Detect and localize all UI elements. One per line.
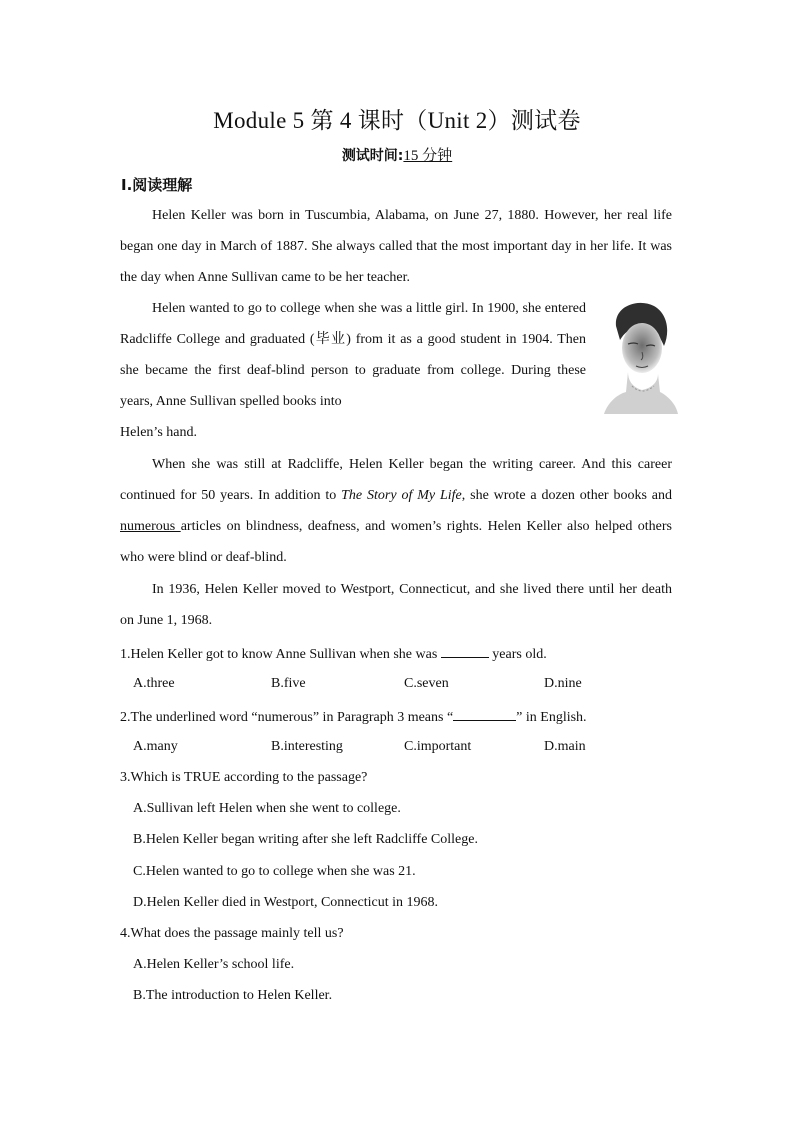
passage-paragraph-3: [120, 449, 672, 573]
question-3-option-b[interactable]: B.Helen Keller began writing after she left Radcliffe College.: [133, 832, 478, 847]
test-time-label: 测试时间:: [341, 148, 404, 164]
question-3: 3.Which is TRUE according to the passage?: [120, 770, 368, 785]
section-heading: Ⅰ.阅读理解: [121, 176, 193, 194]
question-2-option-a[interactable]: A.many: [133, 739, 178, 754]
test-time: [0, 144, 794, 165]
question-2: [120, 708, 587, 726]
paragraph-3-part-a: When she was still at Radcliffe, Helen Keller began the writing career. And this career continued for 50 years. In addition to: [120, 457, 672, 503]
question-2-stem: 2.The underlined word “numerous” in Paragraph 3 means “: [120, 710, 454, 725]
page-title: Module 5 第 4 课时（Unit 2）测试卷: [213, 108, 581, 133]
question-4: 4.What does the passage mainly tell us?: [120, 926, 344, 941]
question-3-option-d[interactable]: D.Helen Keller died in Westport, Connecticut in 1968.: [133, 895, 438, 910]
question-2-option-d[interactable]: D.main: [544, 739, 586, 754]
question-3-option-a[interactable]: A.Sullivan left Helen when she went to college.: [133, 801, 401, 816]
underlined-word-numerous: numerous: [120, 519, 181, 534]
test-time-value: 15 分钟: [403, 148, 453, 164]
answer-blank[interactable]: [453, 708, 516, 721]
helen-keller-portrait: [598, 296, 678, 414]
answer-blank[interactable]: [441, 645, 489, 658]
question-1-option-a[interactable]: A.three: [133, 676, 175, 691]
passage-paragraph-4: In 1936, Helen Keller moved to Westport, Connecticut, and she lived there until her death on June 1, 1968.: [120, 582, 672, 628]
question-1: [120, 645, 547, 663]
passage-paragraph-1: Helen Keller was born in Tuscumbia, Alabama, on June 27, 1880. However, her real life began one day in March of 1887. She always called that the most important day in her life. It was the day when Anne Sullivan came to be her teacher.: [120, 208, 672, 285]
question-4-option-b[interactable]: B.The introduction to Helen Keller.: [133, 988, 333, 1003]
passage-paragraph-2: Helen wanted to go to college when she was a little girl. In 1900, she entered Radcliffe College and graduated (毕业) from it as a good student in 1904. Then she became the first deaf-blind person to graduate from college. During these years, Anne Sullivan spelled books into: [120, 301, 586, 409]
passage-paragraph-2-tail: Helen’s hand.: [120, 425, 197, 440]
question-2-stem-end: ” in English.: [516, 710, 587, 725]
question-1-stem: 1.Helen Keller got to know Anne Sullivan when she was: [120, 647, 441, 662]
question-4-option-a[interactable]: A.Helen Keller’s school life.: [133, 957, 295, 972]
paragraph-3-part-b: , she wrote a dozen other books and: [461, 488, 672, 503]
question-1-stem-end: years old.: [488, 647, 547, 662]
book-title: The Story of My Life: [341, 488, 462, 503]
question-1-option-d[interactable]: D.nine: [544, 676, 582, 691]
question-3-option-c[interactable]: C.Helen wanted to go to college when she was 21.: [133, 864, 416, 879]
question-1-option-b[interactable]: B.five: [271, 676, 306, 691]
question-2-option-b[interactable]: B.interesting: [271, 739, 343, 754]
question-2-option-c[interactable]: C.important: [404, 739, 472, 754]
paragraph-3-part-c: articles on blindness, deafness, and women’s rights. Helen Keller also helped others who were blind or deaf-blind.: [120, 519, 672, 565]
question-1-option-c[interactable]: C.seven: [404, 676, 449, 691]
